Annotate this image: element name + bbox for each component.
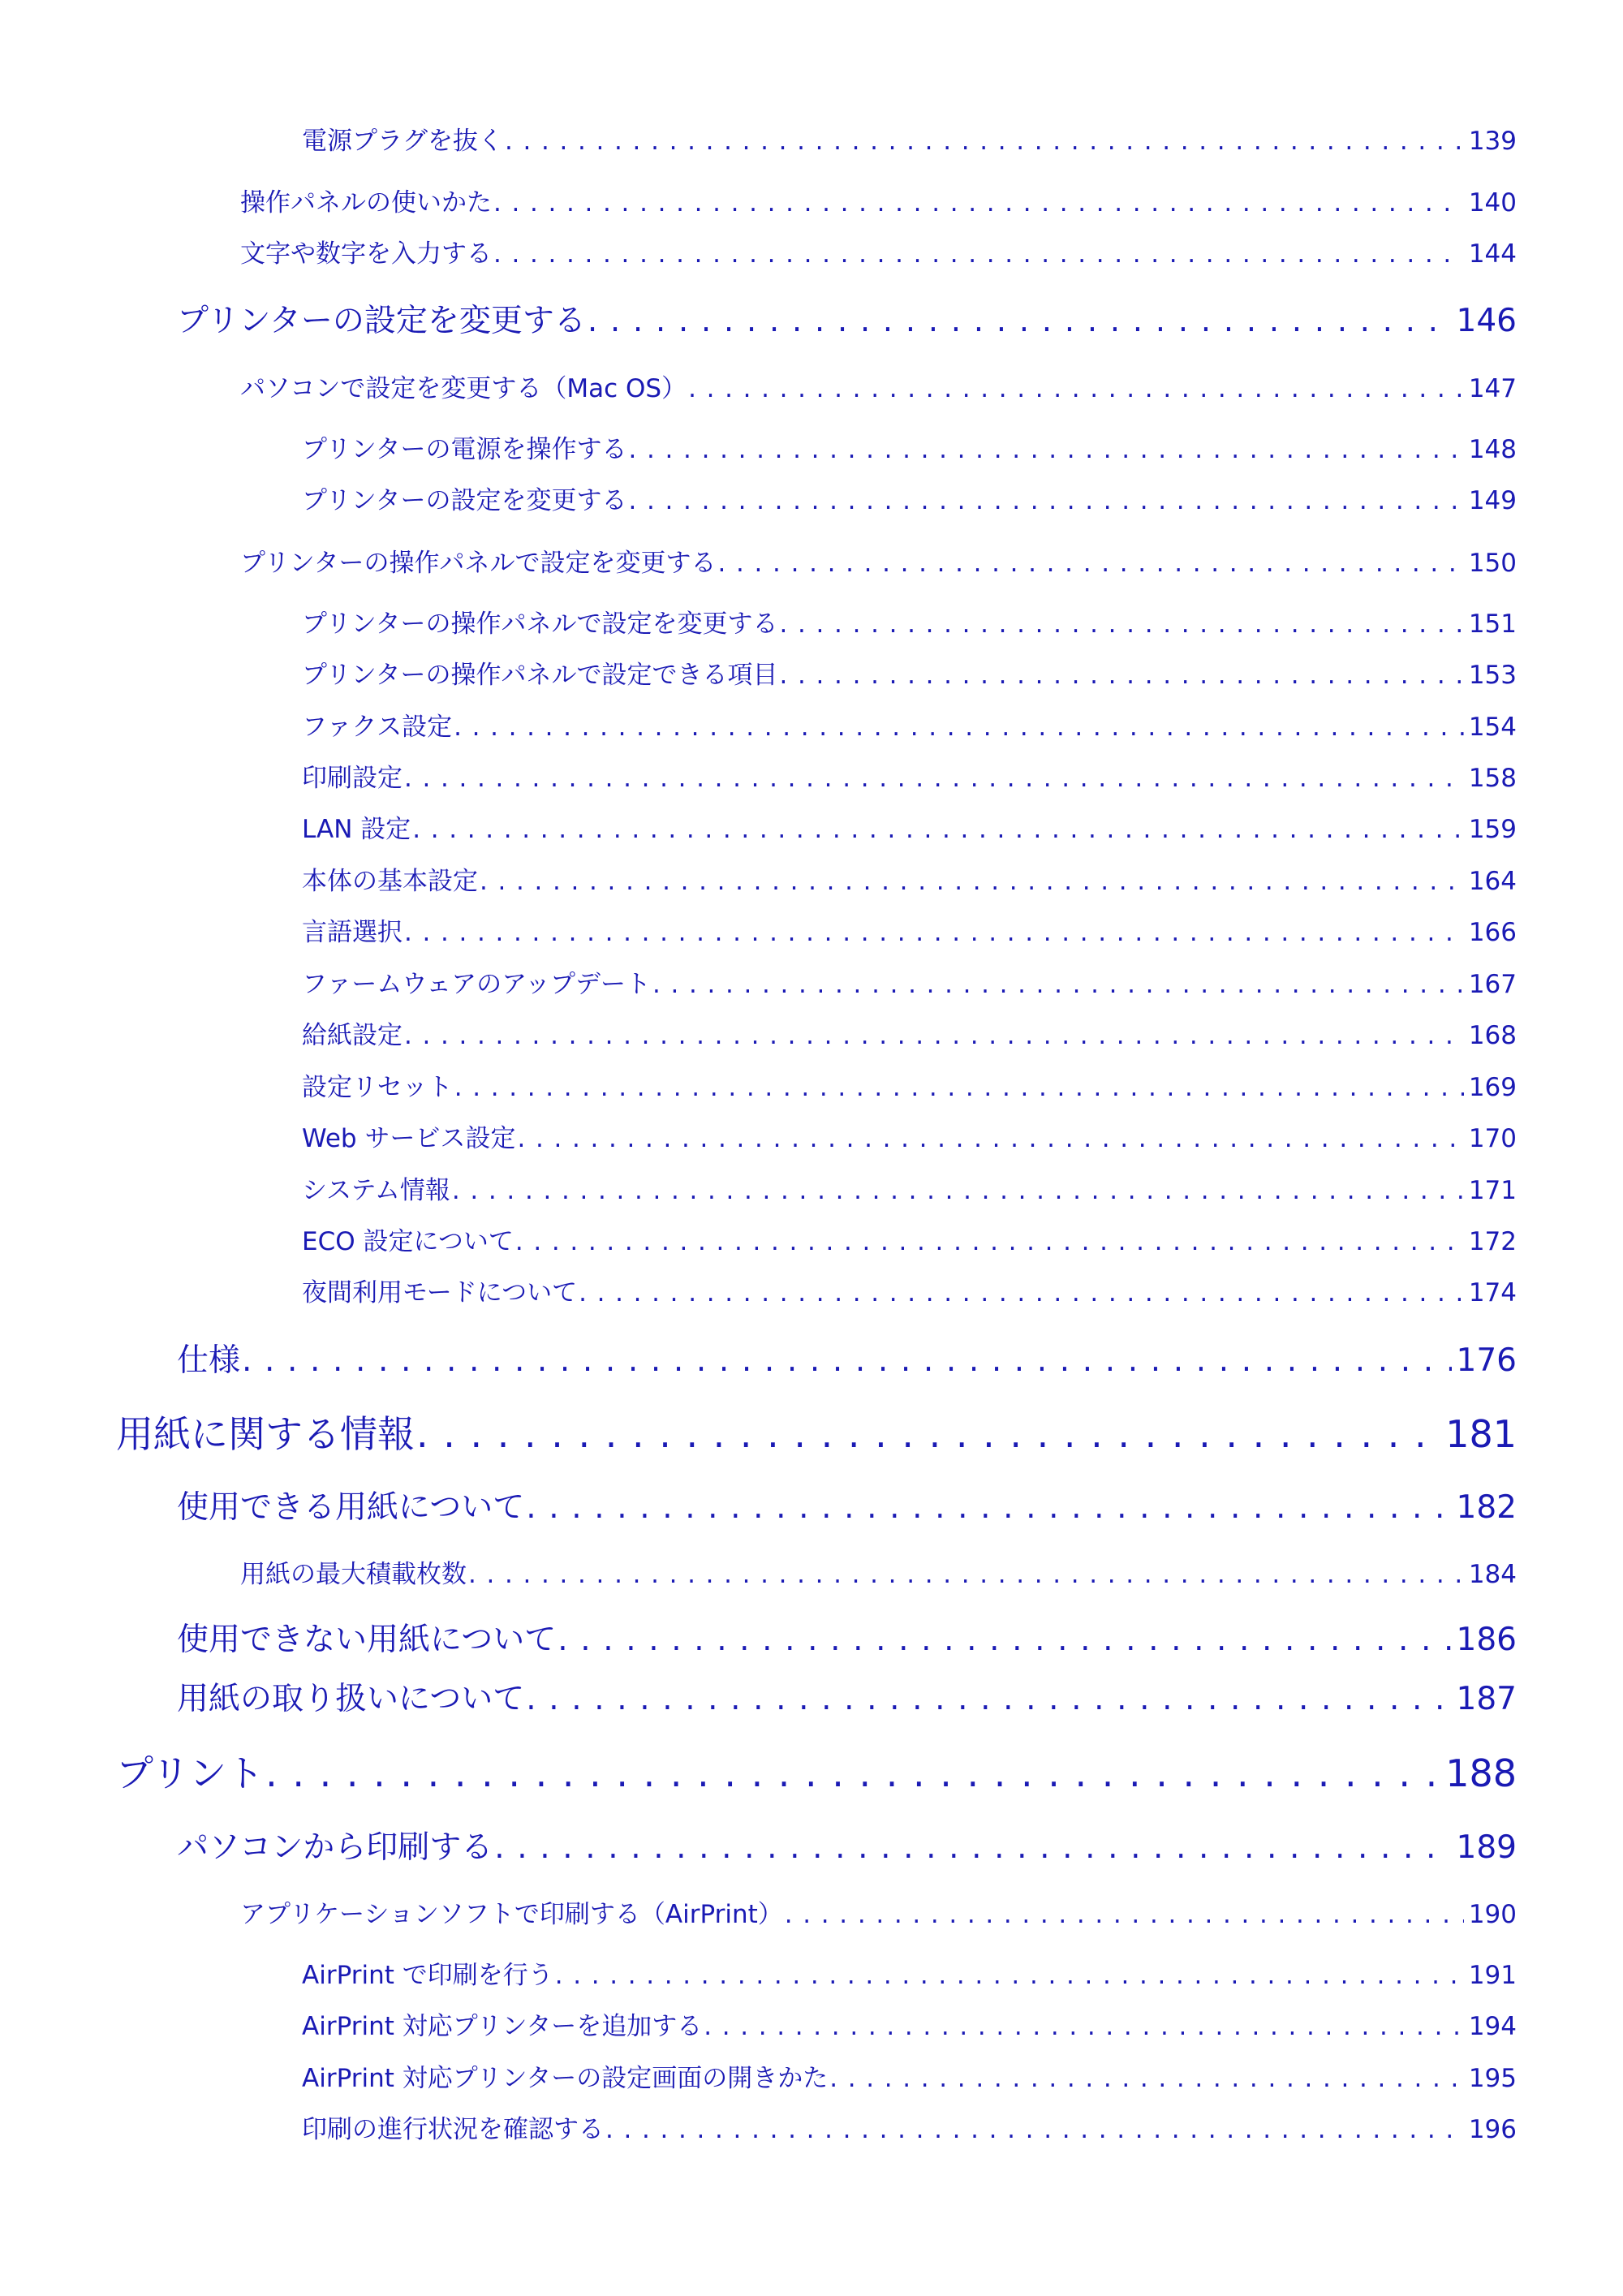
dot-leader xyxy=(404,1021,1464,1050)
toc-entry-page: 151 xyxy=(1468,610,1517,639)
toc-entry-page: 140 xyxy=(1468,188,1517,218)
dot-leader xyxy=(242,1342,1452,1379)
toc-entry-page: 144 xyxy=(1468,239,1517,269)
toc-entry-title: 用紙の取り扱いについて xyxy=(177,1681,525,1717)
dot-leader xyxy=(505,127,1464,156)
dot-leader xyxy=(517,1124,1463,1153)
toc-entry[interactable] xyxy=(302,603,1517,637)
dot-leader xyxy=(404,918,1464,947)
toc-entry[interactable] xyxy=(302,480,1517,514)
toc-entry-page: 164 xyxy=(1468,867,1517,896)
dot-leader xyxy=(629,435,1464,464)
toc-entry[interactable] xyxy=(116,1405,1517,1454)
dot-leader xyxy=(780,610,1464,639)
toc-entry[interactable] xyxy=(302,1014,1517,1049)
toc-entry-page: 174 xyxy=(1468,1278,1517,1307)
toc-entry[interactable] xyxy=(302,1170,1517,1204)
dot-leader xyxy=(454,1073,1464,1102)
toc-entry-title: AirPrint 対応プリンターの設定画面の開きかた xyxy=(302,2064,829,2093)
toc-entry[interactable] xyxy=(302,1272,1517,1306)
toc-entry-title: 電源プラグを抜く xyxy=(302,127,503,156)
toc-entry-page: 139 xyxy=(1468,127,1517,156)
toc-entry-page: 181 xyxy=(1445,1412,1517,1456)
dot-leader xyxy=(605,2115,1464,2144)
dot-leader xyxy=(526,1489,1451,1526)
toc-entry-title: 用紙に関する情報 xyxy=(116,1412,415,1456)
toc-entry-page: 153 xyxy=(1468,661,1517,690)
toc-entry-page: 188 xyxy=(1445,1751,1517,1795)
toc-entry[interactable] xyxy=(302,2057,1517,2091)
toc-entry-page: 195 xyxy=(1468,2064,1517,2093)
toc-entry-page: 172 xyxy=(1468,1227,1517,1256)
toc-entry-page: 166 xyxy=(1468,918,1517,947)
toc-entry[interactable] xyxy=(177,1614,1517,1656)
toc-entry-page: 148 xyxy=(1468,435,1517,464)
toc-entry[interactable] xyxy=(240,542,1517,576)
dot-leader xyxy=(468,1560,1464,1589)
toc-entry-title: プリンターの操作パネルで設定できる項目 xyxy=(302,661,778,690)
dot-leader xyxy=(416,1412,1440,1456)
dot-leader xyxy=(785,1900,1464,1929)
toc-entry-title: 設定リセット xyxy=(302,1073,453,1102)
toc-entry-title: 用紙の最大積載枚数 xyxy=(240,1560,467,1589)
dot-leader xyxy=(718,549,1464,578)
dot-leader xyxy=(265,1751,1440,1795)
dot-leader xyxy=(555,1961,1464,1990)
toc-entry-page: 147 xyxy=(1468,374,1517,403)
toc-entry-title: 言語選択 xyxy=(302,918,403,947)
toc-entry-title: 使用できない用紙について xyxy=(177,1622,557,1658)
dot-leader xyxy=(515,1227,1464,1256)
toc-entry-title: パソコンで設定を変更する（Mac OS） xyxy=(240,374,687,403)
toc-entry-title: プリンターの設定を変更する xyxy=(177,303,586,339)
toc-entry-title: ファクス設定 xyxy=(302,713,453,742)
toc-entry[interactable] xyxy=(302,706,1517,740)
toc-entry-title: システム情報 xyxy=(302,1176,450,1205)
toc-entry-page: 169 xyxy=(1468,1073,1517,1102)
toc-entry[interactable] xyxy=(302,1118,1517,1152)
toc-entry-title: プリンターの設定を変更する xyxy=(302,486,627,515)
toc-entry[interactable] xyxy=(302,808,1517,842)
toc-entry-page: 194 xyxy=(1468,2012,1517,2041)
toc-entry[interactable] xyxy=(302,1954,1517,1988)
dot-leader xyxy=(588,303,1452,339)
toc-entry-title: プリンターの電源を操作する xyxy=(302,435,627,464)
dot-leader xyxy=(688,374,1464,403)
toc-entry-page: 167 xyxy=(1468,970,1517,999)
toc-entry[interactable] xyxy=(177,1482,1517,1524)
dot-leader xyxy=(629,486,1464,515)
toc-entry-page: 191 xyxy=(1468,1961,1517,1990)
dot-leader xyxy=(652,970,1464,999)
toc-entry-title: 夜間利用モードについて xyxy=(302,1278,578,1307)
toc-entry[interactable] xyxy=(177,1674,1517,1716)
dot-leader xyxy=(829,2064,1464,2093)
dot-leader xyxy=(493,239,1464,269)
dot-leader xyxy=(493,188,1464,218)
toc-entry-title: アプリケーションソフトで印刷する（AirPrint） xyxy=(240,1900,783,1929)
toc-entry-title: プリンターの操作パネルで設定を変更する xyxy=(302,610,778,639)
toc-entry-title: Web サービス設定 xyxy=(302,1124,516,1153)
toc-entry-title: ファームウェアのアップデート xyxy=(302,970,651,999)
toc-entry-page: 189 xyxy=(1456,1829,1517,1866)
toc-entry[interactable] xyxy=(302,429,1517,463)
toc-entry[interactable] xyxy=(177,1822,1517,1864)
toc-entry-title: プリンターの操作パネルで設定を変更する xyxy=(240,549,717,578)
toc-entry[interactable] xyxy=(302,2005,1517,2040)
toc-entry-title: 印刷の進行状況を確認する xyxy=(302,2115,604,2144)
toc-entry-title: 使用できる用紙について xyxy=(177,1489,525,1526)
toc-entry-page: 146 xyxy=(1456,303,1517,339)
toc-entry[interactable] xyxy=(302,757,1517,791)
toc-entry-title: プリント xyxy=(116,1751,265,1795)
dot-leader xyxy=(704,2012,1464,2041)
dot-leader xyxy=(526,1681,1451,1717)
toc-entry[interactable] xyxy=(302,963,1517,997)
toc-entry[interactable] xyxy=(177,295,1517,338)
toc-entry[interactable] xyxy=(302,1066,1517,1101)
dot-leader xyxy=(452,1176,1464,1205)
toc-entry-title: 仕様 xyxy=(177,1342,241,1379)
toc-entry-title: 本体の基本設定 xyxy=(302,867,478,896)
toc-entry[interactable] xyxy=(240,1553,1517,1587)
toc-entry-page: 176 xyxy=(1456,1342,1517,1379)
toc-entry[interactable] xyxy=(177,1335,1517,1377)
toc-entry[interactable] xyxy=(240,182,1517,216)
dot-leader xyxy=(780,661,1464,690)
toc-entry-title: 文字や数字を入力する xyxy=(240,239,492,269)
toc-entry[interactable] xyxy=(116,1744,1517,1793)
toc-entry[interactable] xyxy=(240,1893,1517,1928)
toc-entry-page: 159 xyxy=(1468,815,1517,844)
toc-entry[interactable] xyxy=(240,368,1517,402)
toc-entry[interactable] xyxy=(240,233,1517,267)
toc-entry-page: 149 xyxy=(1468,486,1517,515)
toc-entry-page: 186 xyxy=(1456,1622,1517,1658)
dot-leader xyxy=(480,867,1464,896)
toc-entry[interactable] xyxy=(302,1221,1517,1255)
toc-entry-title: AirPrint 対応プリンターを追加する xyxy=(302,2012,703,2041)
dot-leader xyxy=(404,764,1464,793)
toc-entry-page: 150 xyxy=(1468,549,1517,578)
toc-entry-page: 171 xyxy=(1468,1176,1517,1205)
toc-entry[interactable] xyxy=(302,654,1517,688)
toc-entry-page: 184 xyxy=(1468,1560,1517,1589)
toc-entry-page: 158 xyxy=(1468,764,1517,793)
toc-entry-title: LAN 設定 xyxy=(302,815,411,844)
dot-leader xyxy=(494,1829,1451,1866)
toc-entry[interactable] xyxy=(302,911,1517,946)
toc-entry-page: 182 xyxy=(1456,1489,1517,1526)
toc-entry-page: 170 xyxy=(1468,1124,1517,1153)
toc-entry-page: 190 xyxy=(1468,1900,1517,1929)
dot-leader xyxy=(579,1278,1464,1307)
toc-entry-page: 168 xyxy=(1468,1021,1517,1050)
toc-entry-page: 196 xyxy=(1468,2115,1517,2144)
toc-entry-title: 印刷設定 xyxy=(302,764,403,793)
toc-entry[interactable] xyxy=(302,2109,1517,2143)
toc-entry-title: パソコンから印刷する xyxy=(177,1829,493,1866)
dot-leader xyxy=(558,1622,1451,1658)
toc-entry-title: ECO 設定について xyxy=(302,1227,514,1256)
toc-entry-title: 操作パネルの使いかた xyxy=(240,188,492,218)
dot-leader xyxy=(454,713,1464,742)
toc-entry[interactable] xyxy=(302,860,1517,894)
toc-entry-page: 187 xyxy=(1456,1681,1517,1717)
toc-entry-page: 154 xyxy=(1468,713,1517,742)
toc-entry-title: AirPrint で印刷を行う xyxy=(302,1961,553,1990)
toc-entry[interactable] xyxy=(302,120,1517,154)
dot-leader xyxy=(412,815,1464,844)
toc-entry-title: 給紙設定 xyxy=(302,1021,403,1050)
